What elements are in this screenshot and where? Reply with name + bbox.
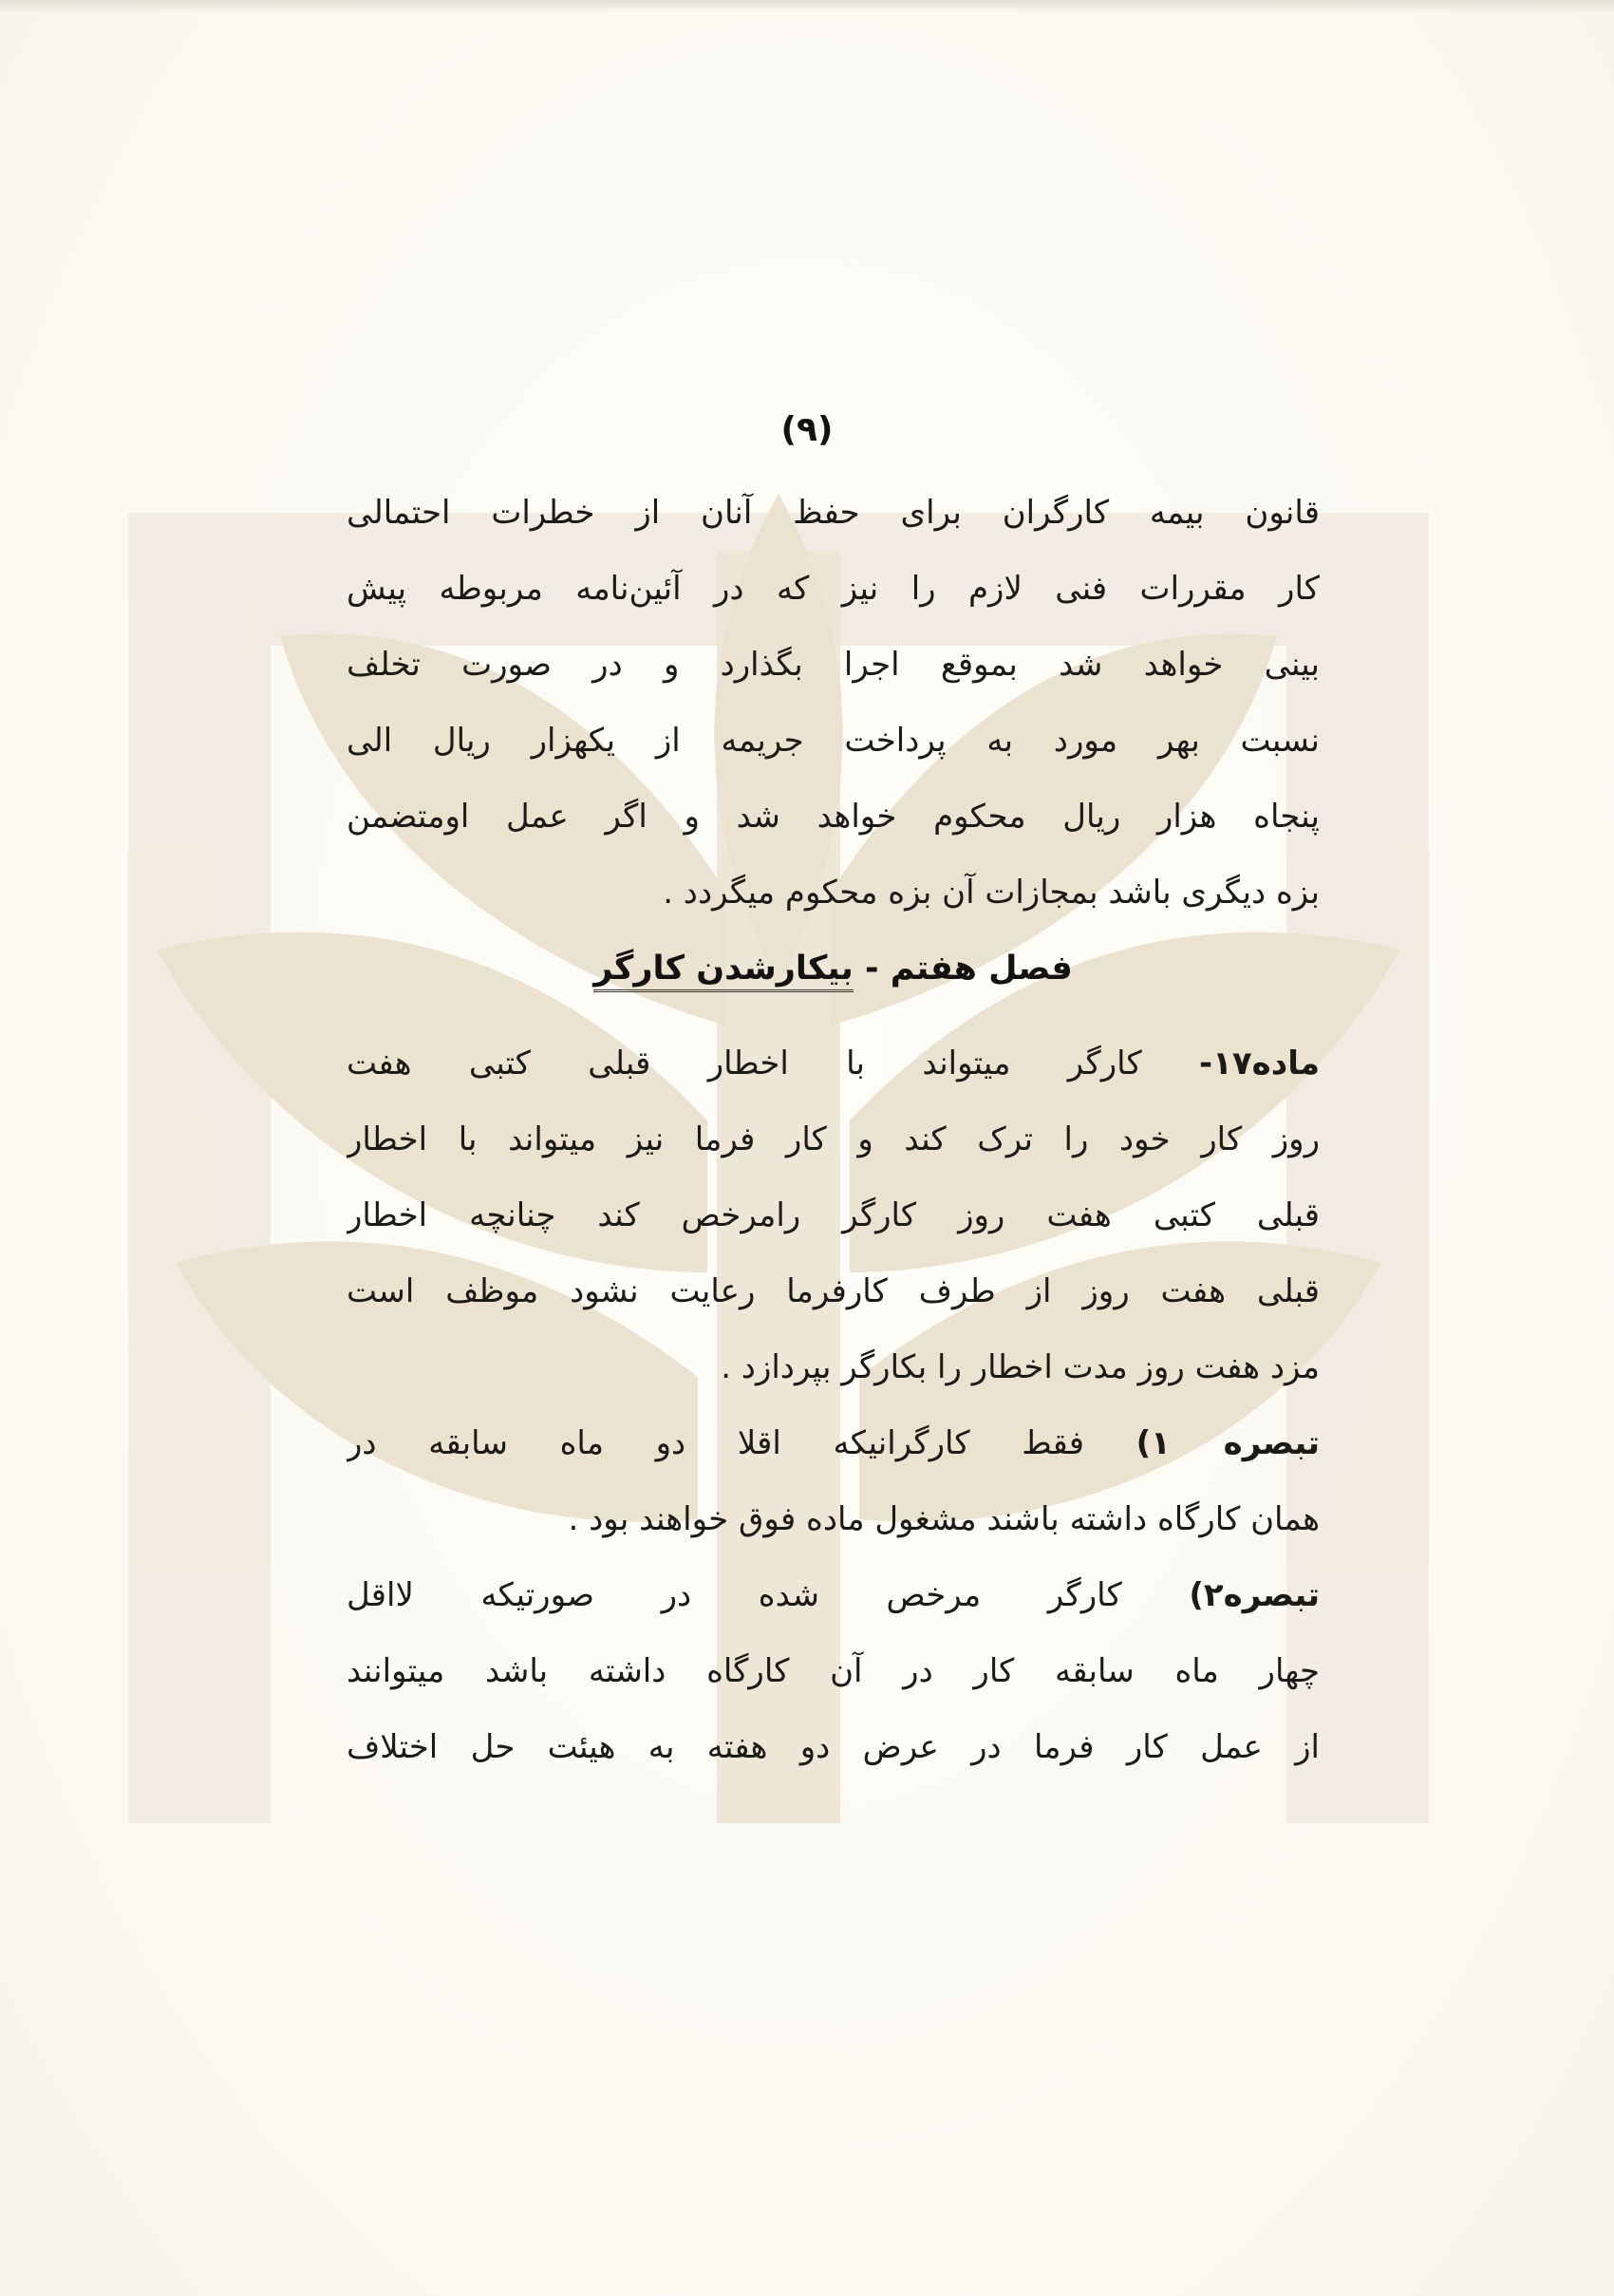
- text-line: بزه دیگری باشد بمجازات آن بزه محکوم میگردد .: [663, 874, 1320, 912]
- text-line: چهار ماه سابقه کار در آن کارگاه داشته باشد میتوانند: [347, 1652, 1320, 1690]
- page-number: (۹): [780, 410, 834, 449]
- chapter-heading: [347, 931, 1320, 1007]
- text-line: قبلی هفت روز از طرف کارفرما رعایت نشود موظف است: [347, 1272, 1320, 1310]
- text-line: بینی خواهد شد بموقع اجرا بگذارد و در صورت تخلف: [347, 646, 1320, 684]
- text-line: از عمل کار فرما در عرض دو هفته به هیئت حل اختلاف: [347, 1728, 1320, 1766]
- chapter-title: بیکارشدن کارگر: [593, 950, 854, 992]
- article-17-label: ماده۱۷-: [1199, 1044, 1320, 1082]
- note-2-first-line: [347, 1557, 1320, 1633]
- note-2-text: کارگر مرخص شده در صورتیکه لااقل: [347, 1576, 1122, 1614]
- text-line: قبلی کتبی هفت روز کارگر رامرخص کند چنانچه اخطار: [347, 1196, 1320, 1234]
- note-1-first-line: [347, 1405, 1320, 1481]
- text-line: همان کارگاه داشته باشند مشغول ماده فوق خواهند بود .: [568, 1500, 1320, 1538]
- note-1-text: فقط کارگرانیکه اقلا دو ماه سابقه در: [347, 1424, 1084, 1462]
- note-1-label: تبصره ۱): [1135, 1424, 1320, 1462]
- article-17-first-line: [347, 1026, 1320, 1101]
- text-line: مزد هفت روز مدت اخطار را بکارگر بپردازد .: [721, 1348, 1320, 1386]
- text-line: پنجاه هزار ریال محکوم خواهد شد و اگر عمل اومتضمن: [347, 798, 1320, 836]
- text-line: نسبت بهر مورد به پرداخت جریمه از یکهزار ریال الی: [347, 722, 1320, 760]
- text-line: قانون بیمه کارگران برای حفظ آنان از خطرات احتمالی: [347, 494, 1320, 532]
- text-line: روز کار خود را ترک کند و کار فرما نیز میتواند با اخطار: [347, 1120, 1320, 1158]
- note-2-label: تبصره۲): [1189, 1576, 1320, 1614]
- article-17-text: کارگر میتواند با اخطار قبلی کتبی هفت: [347, 1044, 1142, 1082]
- chapter-prefix: فصل هفتم -: [853, 950, 1073, 988]
- scan-top-edge: [0, 0, 1614, 13]
- text-line: کار مقررات فنی لازم را نیز که در آئین‌نامه مربوطه پیش: [347, 570, 1320, 608]
